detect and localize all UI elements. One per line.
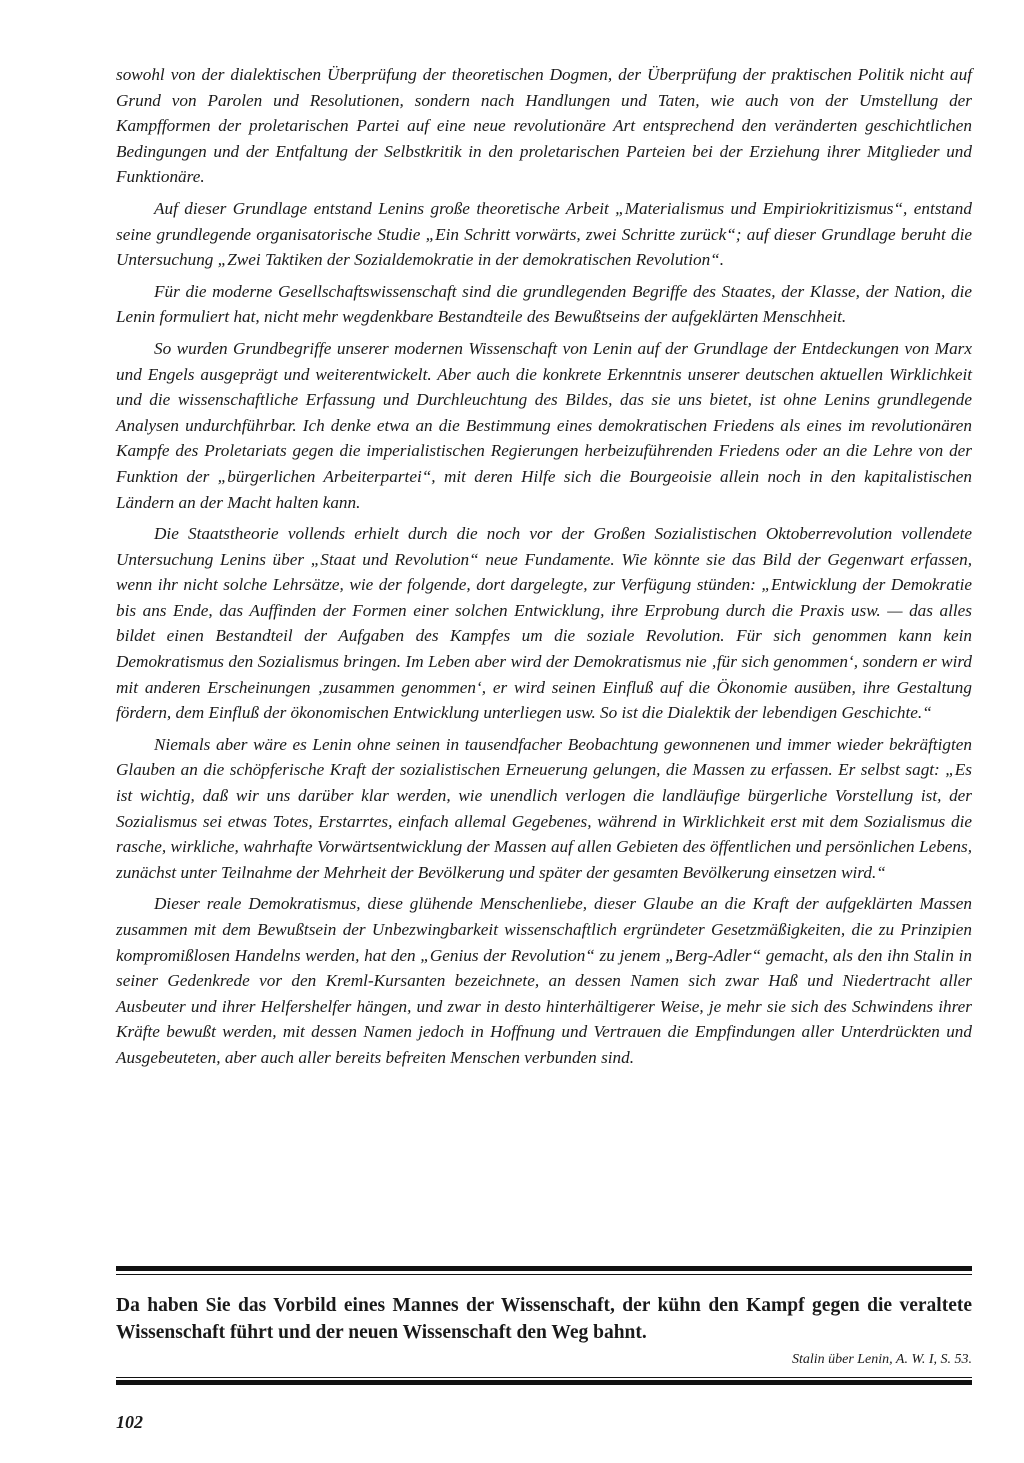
quote-box bbox=[116, 1292, 972, 1368]
body-text bbox=[116, 62, 972, 1071]
top-rule-thick bbox=[116, 1266, 972, 1271]
stalin-quote: Da haben Sie das Vorbild eines Mannes der Wissenschaft, der kühn den Kampf gegen die veraltete Wissenschaft führt und der neuen Wissenschaft den Weg bahnt. bbox=[116, 1295, 972, 1343]
bottom-rule-thick bbox=[116, 1380, 972, 1385]
top-rule-thin bbox=[116, 1274, 972, 1275]
quote-attribution: Stalin über Lenin, A. W. I, S. 53. bbox=[791, 1352, 972, 1367]
paragraph-5: Die Staatstheorie vollends erhielt durch die noch vor der Großen Sozialistischen Oktoberrevolution vollendete Untersuchung Lenins über „Staat und Revolution“ neue Fundamente. Wie könnte sie das Bild der Gegenwart erfassen, wenn ihr nicht solche Lehrsätze, wie der folgende, dort dargelegte, zur Verfügung stünden: „Entwicklung der Demokratie bis ans Ende, das Auffinden der Formen einer solchen Entwicklung, ihre Erprobung durch die Praxis usw. — das alles bildet einen Bestandteil der Aufgaben des Kampfes um die soziale Revolution. Für sich genommen kann kein Demokratismus den Sozialismus bringen. Im Leben aber wird der Demokratismus nie ‚für sich genommen‘, sondern er wird mit anderen Erscheinungen ‚zusammen genommen‘, er wird seinen Einfluß auf die Ökonomie ausüben, ihre Gestaltung fördern, dem Einfluß der ökonomischen Entwicklung unterliegen usw. So ist die Dialektik der lebendigen Geschichte.“ bbox=[116, 524, 972, 723]
paragraph-2: Auf dieser Grundlage entstand Lenins große theoretische Arbeit „Materialismus und Empiriokritizismus“, entstand seine grundlegende organisatorische Studie „Ein Schritt vorwärts, zwei Schritte zurück“; auf dieser Grundlage beruht die Untersuchung „Zwei Taktiken der Sozialdemokratie in der demokratischen Revolution“. bbox=[116, 198, 972, 270]
bottom-rule-thin bbox=[116, 1377, 972, 1378]
paragraph-1: sowohl von der dialektischen Überprüfung der theoretischen Dogmen, der Überprüfung der praktischen Politik nicht auf Grund von Parolen und Resolutionen, sondern nach Handlungen und Taten, wie auch von der Umstellung der Kampfformen der proletarischen Partei auf eine neue revolutionäre Art entsprechend den veränderten geschichtlichen Bedingungen und der Entfaltung der Selbstkritik in den proletarischen Parteien bei der Erziehung ihrer Mitglieder und Funktionäre. bbox=[116, 65, 972, 187]
article-body bbox=[116, 62, 972, 1077]
paragraph-6: Niemals aber wäre es Lenin ohne seinen in tausendfacher Beobachtung gewonnenen und immer wieder bekräftigten Glauben an die schöpferische Kraft der sozialistischen Erneuerung gelungen, die Massen zu erfassen. Er selbst sagt: „Es ist wichtig, daß wir uns darüber klar werden, wie unendlich verlogen die landläufige bürgerliche Vorstellung ist, der Sozialismus sei etwas Totes, Erstarrtes, einfach allemal Gegebenes, während in Wirklichkeit erst mit dem Sozialismus die rasche, wirkliche, wahrhafte Vorwärtsentwicklung der Massen auf allen Gebieten des öffentlichen und persönlichen Lebens, zunächst unter Teilnahme der Mehrheit der Bevölkerung und später der gesamten Bevölkerung einsetzen wird.“ bbox=[116, 734, 972, 882]
paragraph-4: So wurden Grundbegriffe unserer modernen Wissenschaft von Lenin auf der Grundlage der Entdeckungen von Marx und Engels ausgeprägt und weiterentwickelt. Aber auch die konkrete Erkenntnis unserer deutschen aktuellen Wirklichkeit und die wissenschaftliche Erfassung und Durchleuchtung des Bildes, das sie uns bietet, ist ohne Lenins grundlegende Analysen undurchführbar. Ich denke etwa an die Bestimmung eines demokratischen Friedens als eines im revolutionären Kampfe des Proletariats gegen die imperialistischen Regierungen herbeizuführenden Friedens oder an die Lehre von der Funktion der „bürgerlichen Arbeiterpartei“, mit deren Hilfe sich die Bourgeoisie allein noch in den kapitalistischen Ländern an der Macht halten kann. bbox=[116, 338, 972, 512]
paragraph-7: Dieser reale Demokratismus, diese glühende Menschenliebe, dieser Glaube an die Kraft der aufgeklärten Massen zusammen mit dem Bewußtsein der Unbezwingbarkeit wissenschaftlich ergründeter Gesetzmäßigkeiten, die zu Prinzipien kompromißlosen Handelns werden, hat den „Genius der Revolution“ zu jenem „Berg-Adler“ gemacht, als den ihn Stalin in seiner Gedenkrede vor den Kreml-Kursanten bezeichnete, an dessen Namen sich zwar Haß und Niedertracht aller Ausbeuter und ihrer Helfershelfer hängen, und zwar in desto hinterhältigerer Weise, je mehr sie sich des Schwindens ihrer Kräfte bewußt werden, mit dessen Namen jedoch in Hoffnung und Vertrauen die Empfindungen aller Unterdrückten und Ausgebeuteten, aber auch aller bereits befreiten Menschen verbunden sind. bbox=[116, 894, 972, 1067]
page-number: 102 bbox=[116, 1412, 143, 1432]
paragraph-3: Für die moderne Gesellschaftswissenschaft sind die grundlegenden Begriffe des Staates, der Klasse, der Nation, die Lenin formuliert hat, nicht mehr wegdenkbare Bestandteile des Bewußtseins der aufgeklärten Menschheit. bbox=[116, 281, 972, 327]
